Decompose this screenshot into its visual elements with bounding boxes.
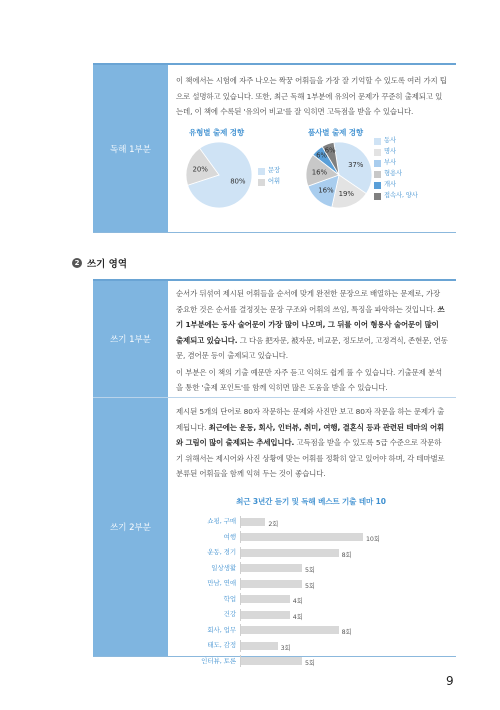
bar-row	[176, 530, 426, 546]
bar	[241, 626, 339, 634]
section2-p1-a: 순서가 뒤섞여 제시된 어휘들을 순서에 맞게 완전한 문장으로 배열하는 문제로, 가장 중요한 것은 순서를 결정짓는 문장 구조와 어휘의 쓰임, 특징을 파악하는 것입니다.	[176, 289, 441, 314]
bar-value-label: 10회	[366, 536, 380, 544]
bar-track	[240, 640, 426, 652]
bar	[241, 642, 278, 650]
section2-row	[93, 281, 456, 398]
bar-track	[240, 655, 426, 667]
pie2-legend-label: 동사	[384, 136, 396, 144]
pie2-legend-swatch	[374, 149, 381, 156]
section1-text: 이 책에서는 시험에 자주 나오는 짝꿍 어휘들을 가장 잘 기억할 수 있도록 여러 가지 팁으로 설명하고 있습니다. 또한, 최근 독해 1부분에 유의어 문제가 꾸준히 출제되고 있는데, 이 책에 수록된 '유의어 비교'를 잘 익히면 고득점을 받을 수 있습니다.	[176, 76, 447, 116]
bar-row	[176, 561, 426, 577]
pie2-legend-swatch	[374, 182, 381, 189]
pie1-title: 유형별 출제 경향	[189, 127, 245, 137]
pie2-legend-label: 명사	[384, 147, 396, 155]
pie2-title: 품사별 출제 경향	[308, 127, 364, 137]
bar-value-label: 5회	[305, 567, 315, 575]
bar-row	[176, 576, 426, 592]
bar	[241, 611, 290, 619]
section2-label: 쓰기 1부분	[93, 281, 168, 397]
pie1-legend-item	[258, 177, 280, 188]
bar-chart-title: 최근 3년간 듣기 및 독해 베스트 기출 테마 10	[236, 496, 386, 506]
writing-table	[93, 279, 456, 668]
bar-track	[240, 547, 426, 559]
bar-row	[176, 514, 426, 530]
pie1-legend-swatch	[258, 168, 265, 175]
section1-table	[93, 63, 456, 233]
pie2	[304, 140, 374, 210]
pie1-legend-label: 어휘	[268, 177, 280, 185]
bar-row	[176, 623, 426, 639]
bar-track	[240, 531, 426, 543]
bar	[241, 580, 302, 588]
pie2-slice-label: 16%	[318, 185, 334, 194]
bar-category-label: 회사, 업무	[207, 625, 236, 634]
pie2-legend	[374, 136, 418, 202]
section1-label: 독해 1부분	[93, 65, 168, 232]
section1-row	[93, 65, 456, 232]
bar	[241, 564, 302, 572]
bar-value-label: 5회	[305, 660, 315, 668]
pie1-slice-label: 20%	[192, 164, 208, 173]
bar	[241, 549, 339, 557]
section-number: 2	[72, 258, 82, 268]
pie1-legend-label: 문장	[268, 166, 280, 174]
bar-category-label: 일상생활	[211, 563, 236, 572]
bar-category-label: 쇼핑, 구매	[207, 517, 236, 525]
bar	[241, 518, 265, 526]
section2-p1	[176, 286, 448, 364]
bar-row	[176, 654, 426, 670]
pie2-slice-label: 16%	[311, 167, 328, 176]
bar	[241, 533, 363, 541]
bar-value-label: 8회	[341, 551, 352, 559]
bar	[241, 657, 302, 665]
section3-row	[93, 398, 456, 668]
section3-p-c: 고득점을 받을 수 있도록 5급 수준으로 작문하기 위해서는 제시어와 사진 상황에 맞는 어휘를 정확히 알고 있어야 하며, 각 테마별로 분류된 어휘들을 함께 익혀 두는 것이 좋습니다.	[176, 438, 445, 478]
pie2-legend-swatch	[374, 193, 381, 200]
bar-track	[240, 578, 426, 590]
bar-category-label: 학업	[223, 594, 236, 603]
bar-row	[176, 638, 426, 654]
pie2-legend-swatch	[374, 160, 381, 167]
bar-track	[240, 562, 426, 574]
pie2-slice-label: 6%	[316, 151, 327, 160]
bar-row	[176, 607, 426, 623]
pie2-legend-item	[374, 191, 418, 202]
bar-category-label: 인터뷰, 토론	[201, 656, 236, 665]
page-number: 9	[446, 674, 454, 688]
bar-chart-bars	[176, 514, 426, 669]
section1-content	[168, 65, 456, 232]
pie2-legend-swatch	[374, 138, 381, 145]
pie1-slice-label: 80%	[230, 177, 246, 186]
section3-p-b: 최근에는 운동, 회사, 인터뷰, 취미, 여행, 결혼식 등과 관련된 테마의 어휘와 그림이 많이 출제되는 추세입니다.	[176, 422, 445, 447]
section3-p	[176, 404, 448, 482]
section3-p-a: 제시된 5개의 단어로 80자 작문하는 문제와 사진만 보고 80자 작문을 하는 문제가 출제됩니다.	[176, 407, 445, 432]
section2-content	[168, 281, 456, 397]
section3-content	[168, 398, 456, 668]
pie2-legend-swatch	[374, 171, 381, 178]
bar-value-label: 4회	[292, 613, 303, 621]
section2-p1-c: 그 다음 把자문, 被자문, 비교문, 정도보어, 고정격식, 존현문, 연동문, 겸어문 등이 출제되고 있습니다.	[176, 335, 448, 360]
pie2-slice-label: 37%	[348, 160, 364, 169]
bar-track	[240, 609, 426, 621]
pie2-legend-label: 개사	[384, 180, 396, 188]
pie-charts	[176, 126, 448, 218]
bar-row	[176, 592, 426, 608]
bar-track	[240, 593, 426, 605]
pie1-legend-swatch	[258, 179, 265, 186]
bar-value-label: 5회	[305, 582, 315, 590]
bar-row	[176, 545, 426, 561]
section3-label: 쓰기 2부분	[93, 398, 168, 656]
bar-track	[240, 516, 426, 528]
pie1-legend	[258, 166, 280, 188]
bar-category-label: 운동, 경기	[207, 548, 236, 556]
bar-chart	[176, 494, 426, 670]
bar-value-label: 4회	[292, 598, 303, 606]
section-title: 쓰기 영역	[87, 259, 128, 270]
bar-category-label: 건강	[223, 610, 236, 618]
pie2-legend-label: 접속사, 양사	[384, 191, 418, 199]
pie2-slice-label: 19%	[338, 189, 354, 198]
pie1	[184, 140, 254, 210]
bar-value-label: 8회	[341, 629, 352, 637]
section2-p2: 이 부분은 이 책의 기출 예문만 자주 듣고 익혀도 쉽게 풀 수 있습니다. 기출문제 분석을 통한 '출제 포인트'를 함께 익히면 많은 도움을 받을 수 있습니다.	[176, 367, 443, 392]
pie2-slice-label: 6%	[324, 146, 336, 155]
bar	[241, 595, 290, 603]
bar-value-label: 2회	[268, 520, 279, 528]
bar-category-label: 여행	[223, 532, 236, 541]
pie2-legend-label: 형용사	[384, 169, 402, 177]
bar-category-label: 만남, 연애	[207, 579, 236, 587]
bar-category-label: 태도, 감정	[207, 641, 236, 649]
section2-p1-b: 쓰기 1부분에는 동사 술어문이 가장 많이 나오며, 그 뒤를 이어 형용사 술어문이 많이 출제되고 있습니다.	[176, 304, 445, 345]
bar-track	[240, 624, 426, 636]
section-heading	[72, 256, 127, 270]
bar-value-label: 3회	[280, 644, 291, 652]
pie2-legend-label: 부사	[384, 158, 396, 166]
